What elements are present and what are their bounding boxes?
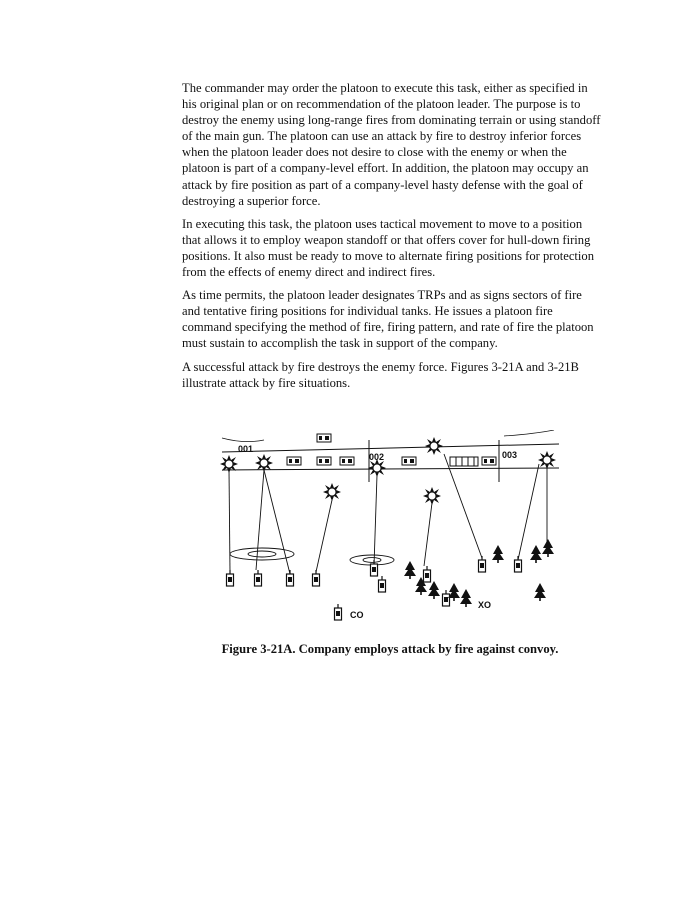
convoy-vehicle (287, 457, 301, 465)
body-text (182, 80, 602, 398)
tree-icon (492, 545, 504, 563)
paragraph-4: A successful attack by fire destroys the enemy force. Figures 3-21A and 3-21B illustrate attack by fire situations. (182, 359, 579, 390)
company-commander-tank-icon (335, 604, 342, 620)
xo-label: XO (478, 600, 492, 610)
explosion-icon (425, 437, 443, 455)
friendly-tanks (227, 556, 522, 620)
explosion-icon (423, 487, 441, 505)
tree-icon (404, 561, 416, 579)
tank-icon (227, 570, 234, 586)
tree-icon (542, 539, 554, 557)
tank-icon (424, 566, 431, 582)
trp-002-label: 002 (369, 452, 385, 462)
convoy-vehicle (402, 457, 416, 465)
tank-icon (515, 556, 522, 572)
tank-icon (479, 556, 486, 572)
tank-icon (379, 576, 386, 592)
figure-caption: Figure 3-21A. Company employs attack by fire against convoy. (221, 642, 559, 656)
paragraph-2: In executing this task, the platoon uses tactical movement to move to a position that allows it to employ weapon standoff or that offers cover for hull-down firing positions. It also must be ready to move to alternate firing positions for protection from the effects of enemy direct and indirect fires. (182, 216, 595, 280)
co-label: CO (350, 610, 364, 620)
convoy-vehicle (340, 457, 354, 465)
paragraph-1: The commander may order the platoon to execute this task, either as specified in his original plan or on recommendation of the platoon leader. The purpose is to destroy the enemy using long-range fires from dominating terrain or using standoff of the main gun. The platoon can use an attack by fire to destroy inferior forces when the platoon leader does not desire to close with the enemy or when the platoon is part of a company-level effort. In addition, the platoon may occupy an attack by fire position as part of a company-level hasty defense with the goal of destroying a superior force. (182, 81, 601, 208)
tree-icon (530, 545, 542, 563)
convoy-vehicle (317, 434, 331, 442)
figure-attack-by-fire-diagram (214, 430, 564, 625)
tree-icon (534, 583, 546, 601)
tank-icon (287, 570, 294, 586)
tank-icon (255, 570, 262, 586)
trp-001-label: 001 (238, 444, 254, 454)
tree-icon (460, 589, 472, 607)
tactical-diagram (214, 430, 564, 625)
smoke-clouds (230, 548, 394, 565)
convoy-vehicle (317, 457, 331, 465)
paragraph-3: As time permits, the platoon leader designates TRPs and as signs sectors of fire and tentative firing positions for individual tanks. He issues a platoon fire command specifying the method of fire, firing pattern, and rate of fire the platoon must sustain to accomplish the task in support of the company. (182, 288, 594, 351)
explosion-icon (323, 483, 341, 501)
trp-003-label: 003 (502, 450, 518, 460)
tank-icon (313, 570, 320, 586)
tree-icon (428, 581, 440, 599)
explosion-icon (255, 454, 273, 472)
convoy-vehicle (482, 457, 496, 465)
